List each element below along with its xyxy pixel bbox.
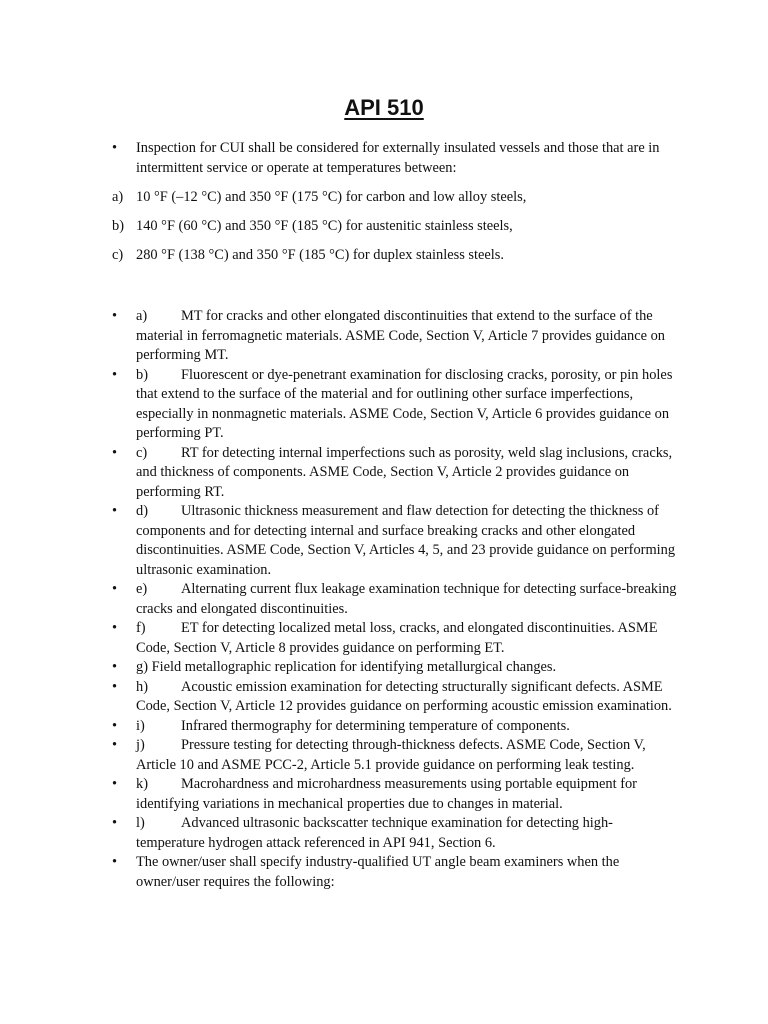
list-item xyxy=(112,717,680,737)
temperature-list xyxy=(112,188,680,276)
item-text: 10 °F (–12 °C) and 350 °F (175 °C) for carbon and low alloy steels, xyxy=(136,189,527,205)
list-item xyxy=(112,814,680,853)
item-tag: e) xyxy=(136,581,148,597)
list-item xyxy=(112,444,680,503)
item-text: Infrared thermography for determining temperature of components. xyxy=(181,717,570,734)
bullet-icon: • xyxy=(112,503,118,519)
methods-list xyxy=(112,307,680,892)
item-tag: k) xyxy=(136,776,148,792)
bullet-icon: • xyxy=(112,776,118,792)
item-text: Pressure testing for detecting through-thickness defects. ASME Code, Section V, Article 10 and ASME PCC-2, Article 5.1 provide guidance on performing leak testing. xyxy=(136,737,646,773)
item-text: g) Field metallographic replication for identifying metallurgical changes. xyxy=(136,659,557,675)
item-tag: c) xyxy=(136,444,148,461)
item-text: MT for cracks and other elongated discontinuities that extend to the surface of the material in ferromagnetic materials. ASME Code, Section V, Article 7 provides guidance on performing MT. xyxy=(136,308,665,363)
bullet-icon: • xyxy=(112,678,118,695)
bullet-icon: • xyxy=(112,581,118,597)
temperature-item xyxy=(112,246,680,266)
item-letter: c) xyxy=(112,247,124,264)
item-text: Ultrasonic thickness measurement and flaw detection for detecting the thickness of components and for detecting internal and surface breaking cracks and other elongated discontinuities. ASME Code, Section V, Articles 4, 5, and 23 provide guidance on performing ultrasonic examination. xyxy=(136,503,676,578)
list-item xyxy=(112,678,680,717)
temperature-item xyxy=(112,217,680,237)
list-item xyxy=(112,139,680,178)
item-tag: f) xyxy=(136,620,146,636)
list-item xyxy=(112,736,680,775)
bullet-icon: • xyxy=(112,659,118,675)
item-text: Fluorescent or dye-penetrant examination for disclosing cracks, porosity, or pin holes that extend to the surface of the material and for outlining other surface imperfections, especially in nonmagnetic materials. ASME Code, Section V, Article 6 provides guidance on performing PT. xyxy=(136,366,673,441)
bullet-icon: • xyxy=(112,308,118,324)
list-item xyxy=(112,658,680,678)
bullet-icon: • xyxy=(112,737,118,753)
item-tag: d) xyxy=(136,503,148,519)
bullet-icon: • xyxy=(112,854,118,870)
item-text: The owner/user shall specify industry-qualified UT angle beam examiners when the owner/user requires the following: xyxy=(136,854,620,890)
list-item xyxy=(112,502,680,580)
bullet-icon: • xyxy=(112,444,118,461)
item-tag: h) xyxy=(136,678,148,695)
list-item xyxy=(112,853,680,892)
bullet-icon: • xyxy=(112,366,118,383)
list-item xyxy=(112,775,680,814)
page-title-text: API 510 xyxy=(344,95,424,120)
item-text: RT for detecting internal imperfections such as porosity, weld slag inclusions, cracks, and thickness of components. ASME Code, Section V, Article 2 provides guidance on performing RT. xyxy=(136,444,673,500)
intro-text: Inspection for CUI shall be considered for externally insulated vessels and those that are in intermittent service or operate at temperatures between: xyxy=(136,140,660,176)
item-text: Macrohardness and microhardness measurements using portable equipment for identifying variations in mechanical properties due to changes in material. xyxy=(136,776,637,812)
bullet-icon: • xyxy=(112,140,118,156)
list-item xyxy=(112,580,680,619)
item-tag: a) xyxy=(136,308,148,324)
item-letter: b) xyxy=(112,218,124,235)
list-item xyxy=(112,619,680,658)
item-tag: i) xyxy=(136,717,145,734)
item-tag: b) xyxy=(136,366,148,383)
temperature-item xyxy=(112,188,680,208)
item-text: 280 °F (138 °C) and 350 °F (185 °C) for duplex stainless steels. xyxy=(136,247,504,264)
list-item xyxy=(112,366,680,444)
item-text: Acoustic emission examination for detecting structurally significant defects. ASME Code, Section V, Article 12 provides guidance on performing acoustic emission examination. xyxy=(136,678,672,714)
item-tag: l) xyxy=(136,815,145,831)
item-text: 140 °F (60 °C) and 350 °F (185 °C) for austenitic stainless steels, xyxy=(136,218,513,235)
list-item xyxy=(112,307,680,366)
item-tag: j) xyxy=(136,737,145,753)
intro-block xyxy=(112,139,680,178)
item-letter: a) xyxy=(112,189,124,205)
bullet-icon: • xyxy=(112,717,118,734)
bullet-icon: • xyxy=(112,815,118,831)
item-text: Alternating current flux leakage examination technique for detecting surface-breaking cracks and elongated discontinuities. xyxy=(136,581,677,617)
item-text: Advanced ultrasonic backscatter technique examination for detecting high-temperature hydrogen attack referenced in API 941, Section 6. xyxy=(136,815,613,851)
bullet-icon: • xyxy=(112,620,118,636)
item-text: ET for detecting localized metal loss, cracks, and elongated discontinuities. ASME Code, Section V, Article 8 provides guidance on performing ET. xyxy=(136,620,658,656)
page-title xyxy=(0,94,768,122)
